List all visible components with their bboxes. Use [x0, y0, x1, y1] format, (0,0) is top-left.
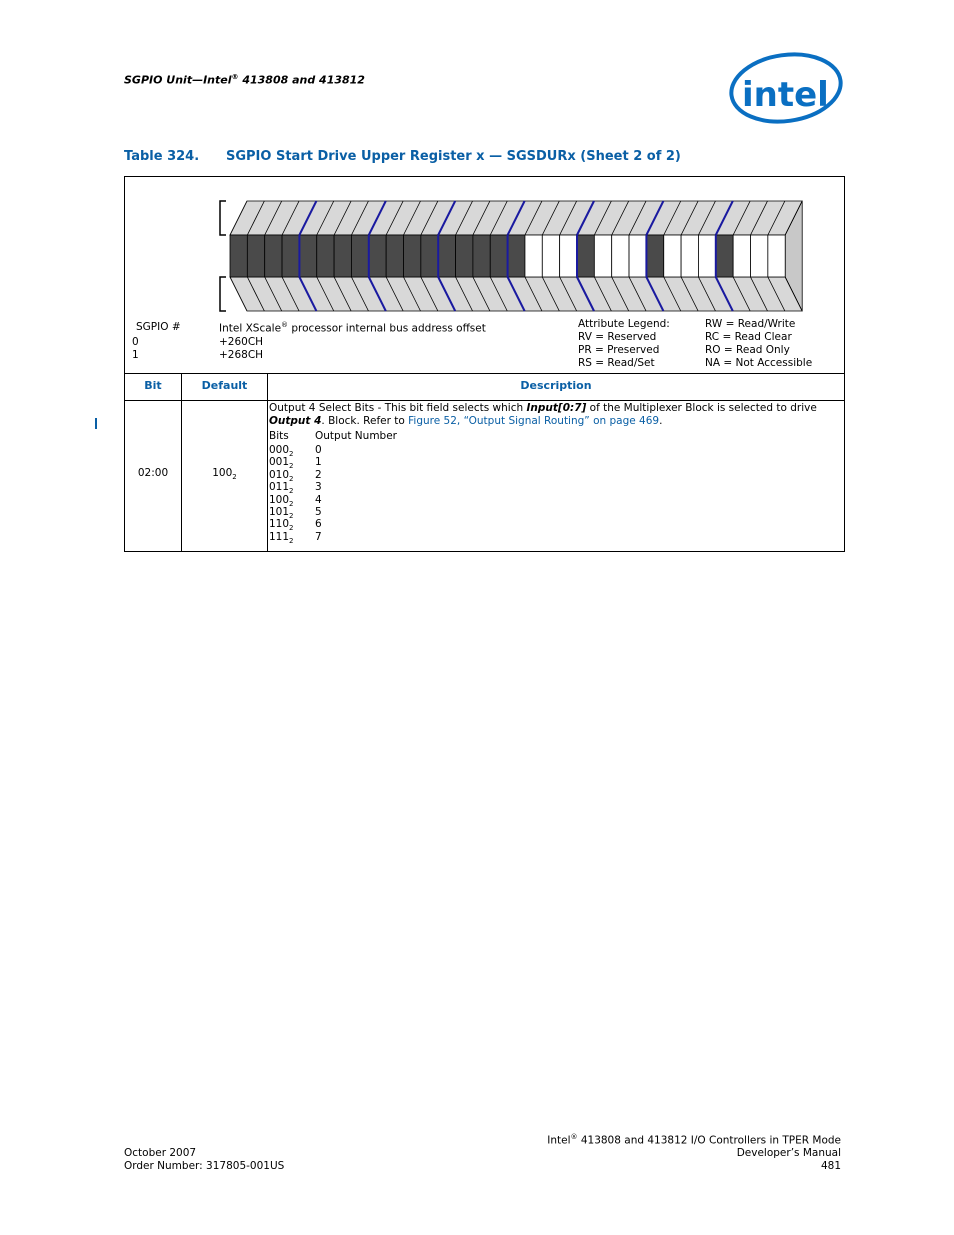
- register-bit-cell: [421, 235, 438, 277]
- default-value: $100_2$: [212, 467, 237, 482]
- register-bit-cell: [733, 235, 750, 277]
- table-caption: Table 324. SGPIO Start Drive Upper Register x — SGSDURx (Sheet 2 of 2): [124, 149, 681, 164]
- column-header-default: Default: [201, 379, 248, 392]
- column-header-description: Description: [520, 379, 592, 392]
- register-bit-cell: [299, 235, 316, 277]
- page-number: 481: [820, 1160, 841, 1172]
- offset-label: Intel XScale® processor internal bus address offset: [219, 321, 486, 335]
- divider: [267, 373, 268, 551]
- bracket-top: [220, 201, 226, 235]
- field-description: Output 4 Select Bits - This bit field selects which Input[0:7] of the Multiplexer Block is selected to drive Output 4. Block. Refer to Figure 52, “Output Signal Routing” on page 469. Bits Output Number $000_2$ 0 $001_2$ 1 $010_2$ 2 $011_2$ 3 $100_2$ 4 $101_2$ 5 $110_2$ 6 $111_2$ 7: [269, 402, 817, 545]
- sgpio-number: 0: [132, 336, 139, 348]
- register-bit-cell: [265, 235, 282, 277]
- register-bit-cell: [698, 235, 715, 277]
- register-bit-cell: [438, 235, 455, 277]
- attribute-legend-item: PR = Preserved: [578, 344, 660, 356]
- sgpio-number: 1: [132, 349, 139, 361]
- register-bit-cell: [456, 235, 473, 277]
- attribute-legend-item: RW = Read/Write: [705, 318, 796, 330]
- register-bit-cell: [473, 235, 490, 277]
- register-bit-cell: [612, 235, 629, 277]
- register-bit-cell: [664, 235, 681, 277]
- footer-order-number: Order Number: 317805-001US: [124, 1160, 285, 1172]
- bracket-bottom: [220, 277, 226, 311]
- attribute-legend-item: RV = Reserved: [578, 331, 657, 343]
- footer-date: October 2007: [124, 1147, 197, 1159]
- footer-manual: Developer’s Manual: [736, 1147, 841, 1159]
- column-header-bit: Bit: [144, 379, 162, 392]
- attribute-legend-title: Attribute Legend:: [578, 318, 670, 330]
- register-bit-cell: [542, 235, 559, 277]
- register-bit-cell: [490, 235, 507, 277]
- svg-text:intel: intel: [742, 75, 829, 115]
- divider: [125, 373, 844, 374]
- register-bit-cell: [560, 235, 577, 277]
- attribute-legend-item: RC = Read Clear: [705, 331, 792, 343]
- divider: [125, 400, 844, 401]
- register-bit-cell: [751, 235, 768, 277]
- register-bit-cell: [230, 235, 247, 277]
- footer-document-title: Intel® 413808 and 413812 I/O Controllers in TPER Mode: [547, 1133, 841, 1147]
- attribute-legend-item: RS = Read/Set: [578, 357, 655, 369]
- divider: [181, 373, 182, 551]
- register-bit-cell: [629, 235, 646, 277]
- running-header: SGPIO Unit—Intel® 413808 and 413812: [124, 73, 365, 87]
- bit-range: 02:00: [137, 467, 169, 479]
- register-bit-cell: [525, 235, 542, 277]
- attribute-legend-item: RO = Read Only: [705, 344, 790, 356]
- sgpio-label: SGPIO #: [136, 321, 181, 333]
- register-bit-cell: [317, 235, 334, 277]
- register-bit-cell: [594, 235, 611, 277]
- register-bit-cell: [646, 235, 663, 277]
- address-offset: +260CH: [219, 336, 264, 348]
- intel-logo: [724, 50, 844, 128]
- register-bit-cell: [508, 235, 525, 277]
- register-bit-cell: [404, 235, 421, 277]
- register-bit-cell: [768, 235, 785, 277]
- register-bit-cell: [577, 235, 594, 277]
- register-bit-cell: [351, 235, 368, 277]
- attribute-legend-item: NA = Not Accessible: [705, 357, 813, 369]
- register-bit-cell: [716, 235, 733, 277]
- register-table: [124, 176, 845, 552]
- change-bar: [95, 418, 97, 429]
- register-bit-cell: [334, 235, 351, 277]
- register-bit-cell: [282, 235, 299, 277]
- figure-reference-link[interactable]: Figure 52, “Output Signal Routing” on page 469: [408, 415, 660, 427]
- register-bit-cell: [681, 235, 698, 277]
- register-bit-cell: [247, 235, 264, 277]
- register-bit-cell: [386, 235, 403, 277]
- address-offset: +268CH: [219, 349, 264, 361]
- register-bit-cell: [369, 235, 386, 277]
